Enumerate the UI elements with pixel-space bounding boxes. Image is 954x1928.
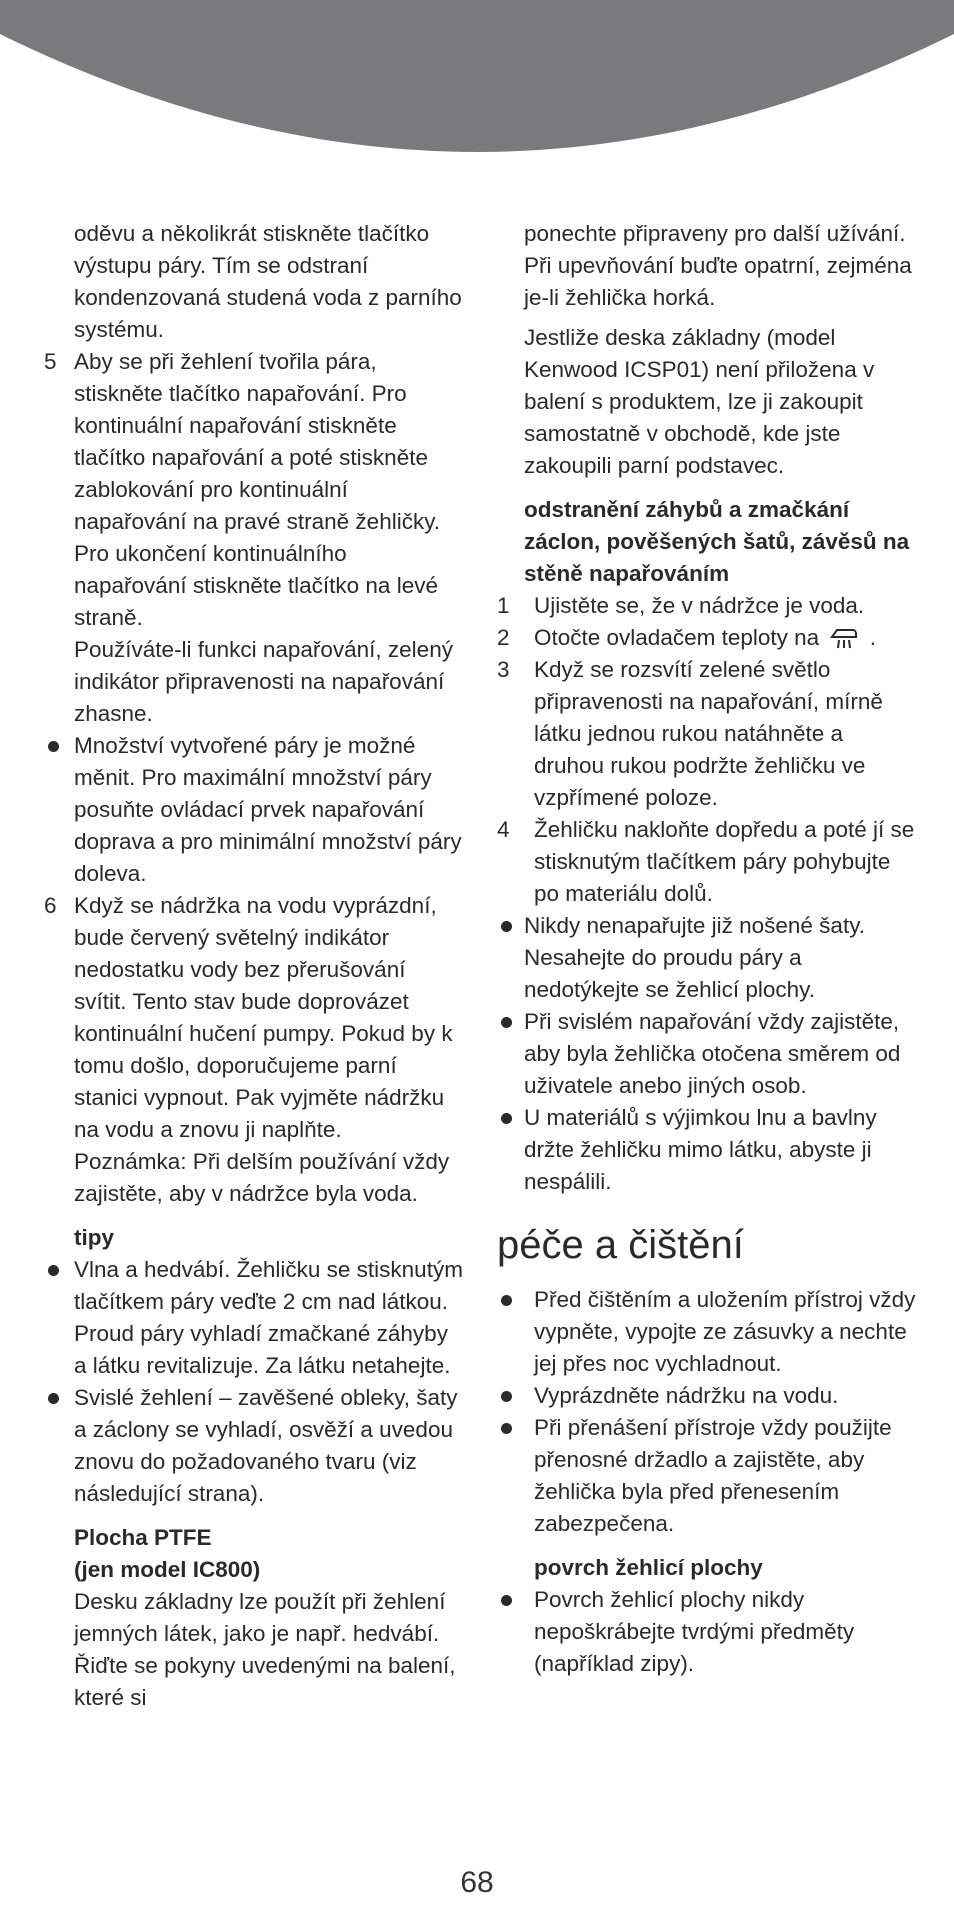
bullet-item <box>497 1380 917 1412</box>
step-text: Žehličku nakloňte dopředu a poté jí se stisknutým tlačítkem páry pohybujte po materiálu dolů. <box>534 817 915 906</box>
bullet-item <box>44 1382 464 1510</box>
left-column <box>44 218 464 1714</box>
bullet-icon <box>501 1423 512 1434</box>
bullet-icon <box>501 1391 512 1402</box>
header-wave <box>0 0 954 160</box>
step-text: Ujistěte se, že v nádržce je voda. <box>534 593 865 618</box>
step-1 <box>497 590 917 622</box>
item-text: Aby se při žehlení tvořila pára, stiskněte tlačítko napařování. Pro kontinuální napařování stiskněte tlačítko napařování a poté stiskněte zablokování pro kontinuální napařování na pravé straně žehličky. Pro ukončení kontinuálního napařování stiskněte tlačítko na levé straně. <box>74 349 441 630</box>
bullet-item <box>497 1284 917 1380</box>
step-text-end: . <box>869 625 876 650</box>
step-number: 2 <box>497 625 510 650</box>
bullet-icon <box>501 1017 512 1028</box>
bullet-item <box>44 730 464 890</box>
continuation-text: ponechte připraveny pro další užívání. Při upevňování buďte opatrní, zejména je-li žehlička horká. <box>524 221 912 310</box>
bullet-text: Svislé žehlení – zavěšené obleky, šaty a záclony se vyhladí, osvěží a uvedou znovu do požadovaného tvaru (viz následující strana). <box>74 1385 458 1506</box>
bullet-text: Před čištěním a uložením přístroj vždy vypněte, vypojte ze zásuvky a nechte jej přes noc vychladnout. <box>534 1287 916 1376</box>
bullet-item <box>497 1102 917 1198</box>
bullet-icon <box>501 1295 512 1306</box>
item-text: Když se nádržka na vodu vyprázdní, bude červený světelný indikátor nedostatku vody bez přerušování svítit. Tento stav bude doprovázet kontinuální hučení pumpy. Pokud by k tomu došlo, doporučujeme parní stanici vypnout. Pak vyjměte nádržku na vodu a znovu ji naplňte. <box>74 893 453 1142</box>
ptfe-subheading: (jen model IC800) <box>74 1557 261 1582</box>
bullet-item <box>497 1412 917 1540</box>
bullet-icon <box>48 1393 59 1404</box>
bullet-text: U materiálů s výjimkou lnu a bavlny držte žehličku mimo látku, abyste ji nespálili. <box>524 1105 877 1194</box>
item-number: 6 <box>44 893 57 918</box>
step-2 <box>497 622 917 654</box>
bullet-text: Množství vytvořené páry je možné měnit. Pro maximální množství páry posuňte ovládací prvek napařování doprava a pro minimální množství páry doleva. <box>74 733 462 886</box>
bullet-icon <box>501 1595 512 1606</box>
bullet-item <box>497 1006 917 1102</box>
item-note: Poznámka: Při delším používání vždy zajistěte, aby v nádržce byla voda. <box>74 1149 450 1206</box>
bullet-icon <box>48 1265 59 1276</box>
bullet-text: Vlna a hedvábí. Žehličku se stisknutým tlačítkem páry veďte 2 cm nad látkou. Proud páry vyhladí zmačkané záhyby a látku revitalizuje. Za látku netahejte. <box>74 1257 463 1378</box>
bullet-text: Vyprázdněte nádržku na vodu. <box>534 1383 839 1408</box>
bullet-item <box>497 910 917 1006</box>
list-item-6 <box>44 890 464 1146</box>
continuation-text: oděvu a několikrát stiskněte tlačítko výstupu páry. Tím se odstraní kondenzovaná studená voda z parního systému. <box>74 221 462 342</box>
item-number: 5 <box>44 349 57 374</box>
bullet-text: Nikdy nenapařujte již nošené šaty. Nesahejte do proudu páry a nedotýkejte se žehlicí plochy. <box>524 913 866 1002</box>
bullet-text: Povrch žehlicí plochy nikdy nepoškrábejte tvrdými předměty (například zipy). <box>534 1587 855 1676</box>
ics-text: Jestliže deska základny (model Kenwood ICSP01) není přiložena v balení s produktem, lze ji zakoupit samostatně v obchodě, kde jste zakoupili parní podstavec. <box>524 325 875 478</box>
step-4 <box>497 814 917 910</box>
ptfe-text: Desku základny lze použít při žehlení jemných látek, jako je např. hedvábí. Řiďte se pokyny uvedenými na balení, které si <box>74 1589 456 1710</box>
vertical-steam-heading: odstranění záhybů a zmačkání záclon, pověšených šatů, závěsů na stěně napařováním <box>524 497 910 586</box>
steam-icon <box>829 624 859 650</box>
surface-heading: povrch žehlicí plochy <box>534 1555 763 1580</box>
step-number: 4 <box>497 817 510 842</box>
bullet-text: Při svislém napařování vždy zajistěte, aby byla žehlička otočena směrem od uživatele anebo jiných osob. <box>524 1009 901 1098</box>
list-item-5 <box>44 346 464 634</box>
step-number: 3 <box>497 657 510 682</box>
bullet-item <box>497 1584 917 1680</box>
step-number: 1 <box>497 593 510 618</box>
bullet-icon <box>501 1113 512 1124</box>
bullet-icon <box>48 741 59 752</box>
right-column <box>497 218 917 1680</box>
item-note: Používáte-li funkci napařování, zelený indikátor připravenosti na napařování zhasne. <box>74 637 453 726</box>
step-text: Když se rozsvítí zelené světlo připravenosti na napařování, mírně látku jednou rukou natáhněte a druhou rukou podržte žehličku ve vzpřímené poloze. <box>534 657 883 810</box>
ptfe-heading: Plocha PTFE <box>74 1525 212 1550</box>
bullet-text: Při přenášení přístroje vždy použijte přenosné držadlo a zajistěte, aby žehlička byla před přenesením zabezpečena. <box>534 1415 892 1536</box>
step-3 <box>497 654 917 814</box>
care-section-title: péče a čištění <box>497 1223 744 1267</box>
bullet-icon <box>501 921 512 932</box>
page-number: 68 <box>460 1866 494 1899</box>
step-text: Otočte ovladačem teploty na <box>534 625 820 650</box>
tips-heading: tipy <box>74 1225 115 1250</box>
bullet-item <box>44 1254 464 1382</box>
